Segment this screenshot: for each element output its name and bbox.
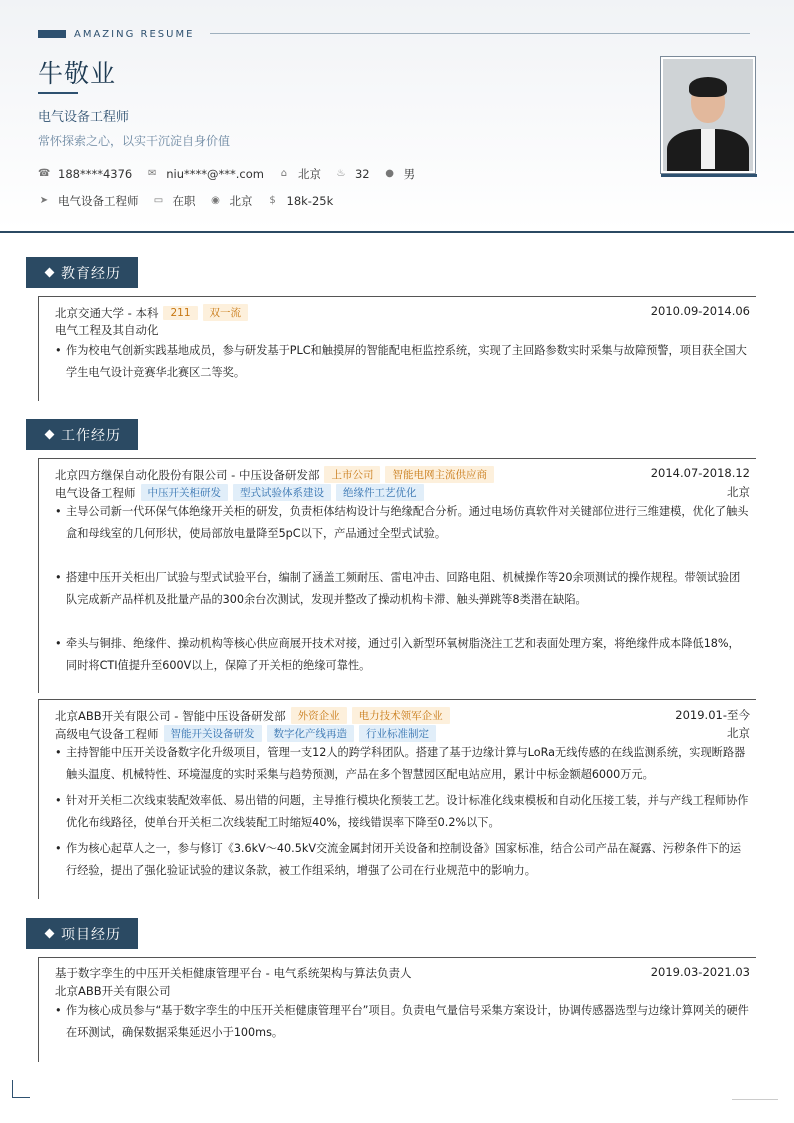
job-1-city: 北京 bbox=[727, 485, 750, 499]
education-bullet: • 作为校电气创新实践基地成员，参与研发基于PLC和触摸屏的智能配电柜监控系统，实现了主回路参数实时采集与故障预警，项目获全国大学生电气设计竞赛华北赛区二等奖。 bbox=[55, 340, 750, 384]
job-2-position: 高级电气设备工程师 bbox=[55, 726, 159, 741]
job-2-skill-tag: 数字化产线再造 bbox=[267, 725, 355, 742]
education-school-row bbox=[55, 304, 248, 321]
avatar-image bbox=[663, 59, 753, 171]
job-1-company: 北京四方继保自动化股份有限公司 - 中压设备研发部 bbox=[55, 467, 320, 482]
tagline bbox=[38, 27, 194, 41]
mail-icon: ✉ bbox=[148, 168, 157, 179]
job-1-skill-tag: 中压开关柜研发 bbox=[141, 484, 229, 501]
gender-icon: ● bbox=[385, 168, 394, 179]
job-2-company: 北京ABB开关有限公司 - 智能中压设备研发部 bbox=[55, 708, 286, 723]
diamond-icon bbox=[45, 268, 55, 278]
job-1-skill-tag: 绝缘件工艺优化 bbox=[336, 484, 424, 501]
info-target-city: ◉ 北京 bbox=[211, 194, 253, 208]
education-date: 2010.09-2014.06 bbox=[650, 304, 750, 318]
project-org: 北京ABB开关有限公司 bbox=[55, 984, 171, 998]
job-2-company-tag: 外资企业 bbox=[291, 707, 347, 724]
name-underline bbox=[38, 92, 78, 94]
section-title-work: 工作经历 bbox=[26, 419, 138, 450]
job-2-bullet: • 主持智能中压开关设备数字化升级项目，管理一支12人的跨学科团队。搭建了基于边缘计算与LoRa无线传感的在线监测系统，实现断路器触头温度、机械特性、环境湿度的实时采集与趋势预测，产品在多个智慧园区配电站应用，累计中标金额超6000万元。 bbox=[55, 742, 750, 786]
candidate-name: 牛敬业 bbox=[38, 59, 117, 88]
diamond-icon bbox=[45, 430, 55, 440]
tagline-bar bbox=[38, 30, 66, 38]
section-title-education: 教育经历 bbox=[26, 257, 138, 288]
job-2-city: 北京 bbox=[727, 726, 750, 740]
cake-icon: ♨ bbox=[336, 168, 346, 179]
job-1-skill-tag: 型式试验体系建设 bbox=[233, 484, 331, 501]
job-1-position-row bbox=[55, 484, 424, 501]
money-icon: $ bbox=[269, 195, 276, 206]
job-2-bullet: • 作为核心起草人之一，参与修订《3.6kV～40.5kV交流金属封闭开关设备和控制设备》国家标准，结合公司产品在凝露、污秽条件下的运行经验，提出了强化验证试验的建议条款，被工作组采纳，增强了公司在行业规范中的影响力。 bbox=[55, 838, 750, 882]
home-icon: ⌂ bbox=[280, 168, 288, 179]
job-2-bullet: • 针对开关柜二次线束装配效率低、易出错的问题，主导推行模块化预装工艺。设计标准化线束模板和自动化压接工装，并与产线工程师协作优化布线路径，使单台开关柜二次线装配工时缩短40%，接线错误率下降至0.2%以下。 bbox=[55, 790, 750, 834]
job-1-bullet: • 搭建中压开关柜出厂试验与型式试验平台，编制了涵盖工频耐压、雷电冲击、回路电阻、机械操作等20余项测试的操作规程。带领试验团队完成新产品样机及批量产品的300余台次测试，发现并整改了操动机构卡滞、触头弹跳等8类潜在缺陷。 bbox=[55, 567, 750, 611]
candidate-role: 电气设备工程师 bbox=[38, 110, 130, 125]
job-1-date: 2014.07-2018.12 bbox=[650, 466, 750, 480]
tag-211: 211 bbox=[163, 306, 197, 320]
info-age: ♨ 32 bbox=[336, 167, 370, 181]
job-1-position: 电气设备工程师 bbox=[55, 485, 136, 500]
education-major: 电气工程及其自动化 bbox=[55, 323, 159, 337]
job-2-date: 2019.01-至今 bbox=[675, 708, 750, 722]
contact-info-row bbox=[38, 166, 429, 182]
avatar-accent-bar bbox=[661, 174, 757, 177]
job-2-position-row bbox=[55, 725, 436, 742]
briefcase-icon: ▭ bbox=[153, 195, 164, 206]
section-title-project: 项目经历 bbox=[26, 918, 138, 949]
job-1-company-tag: 智能电网主流供应商 bbox=[385, 466, 494, 483]
job-1-company-row bbox=[55, 466, 494, 483]
job-2-skill-tag: 智能开关设备研发 bbox=[164, 725, 262, 742]
info-salary: $ 18k-25k bbox=[267, 194, 334, 208]
job-2-company-tag: 电力技术领军企业 bbox=[352, 707, 450, 724]
job-1-bullet: • 牵头与铜排、绝缘件、操动机构等核心供应商展开技术对接，通过引入新型环氧树脂浇注工艺和表面处理方案，将绝缘件成本降低18%，同时将CTI值提升至600V以上，保障了开关柜的绝缘可靠性。 bbox=[55, 633, 750, 677]
project-name: 基于数字孪生的中压开关柜健康管理平台 - 电气系统架构与算法负责人 bbox=[55, 966, 412, 980]
job-1-bullet: • 主导公司新一代环保气体绝缘开关柜的研发，负责柜体结构设计与绝缘配合分析。通过电场仿真软件对关键部位进行三维建模，优化了触头盒和母线室的几何形状，使局部放电量降至5pC以下，产品通过全型式试验。 bbox=[55, 501, 750, 545]
location-pin-icon: ◉ bbox=[211, 195, 220, 206]
school-name: 北京交通大学 - 本科 bbox=[55, 305, 159, 320]
resume-header bbox=[0, 0, 794, 233]
project-bullet: • 作为核心成员参与“基于数字孪生的中压开关柜健康管理平台”项目。负责电气量信号采集方案设计，协调传感器选型与边缘计算网关的硬件在环测试，确保数据采集延迟小于100ms。 bbox=[55, 1000, 750, 1044]
info-phone: ☎ 188****4376 bbox=[38, 167, 133, 181]
info-gender: ● 男 bbox=[385, 167, 416, 181]
info-email: ✉ niu****@***.com bbox=[148, 167, 264, 181]
diamond-icon bbox=[45, 929, 55, 939]
phone-icon: ☎ bbox=[38, 168, 51, 179]
job-1-company-tag: 上市公司 bbox=[324, 466, 380, 483]
page-corner-mark bbox=[12, 1080, 30, 1098]
tag-double-first-class: 双一流 bbox=[203, 304, 249, 321]
send-icon: ➤ bbox=[39, 195, 49, 206]
info-status: ▭ 在职 bbox=[153, 194, 196, 208]
candidate-motto: 常怀探索之心，以实干沉淀自身价值 bbox=[38, 134, 231, 148]
info-home: ⌂ 北京 bbox=[278, 166, 321, 182]
job-intent-row bbox=[38, 193, 347, 209]
tagline-rule bbox=[210, 33, 750, 34]
job-2-company-row bbox=[55, 707, 450, 724]
tagline-text: AMAZING RESUME bbox=[74, 28, 195, 40]
page-footer-rule bbox=[732, 1099, 778, 1100]
project-date: 2019.03-2021.03 bbox=[650, 965, 750, 979]
info-target-role: ➤ 电气设备工程师 bbox=[39, 194, 139, 208]
job-2-skill-tag: 行业标准制定 bbox=[359, 725, 436, 742]
avatar bbox=[660, 56, 756, 174]
